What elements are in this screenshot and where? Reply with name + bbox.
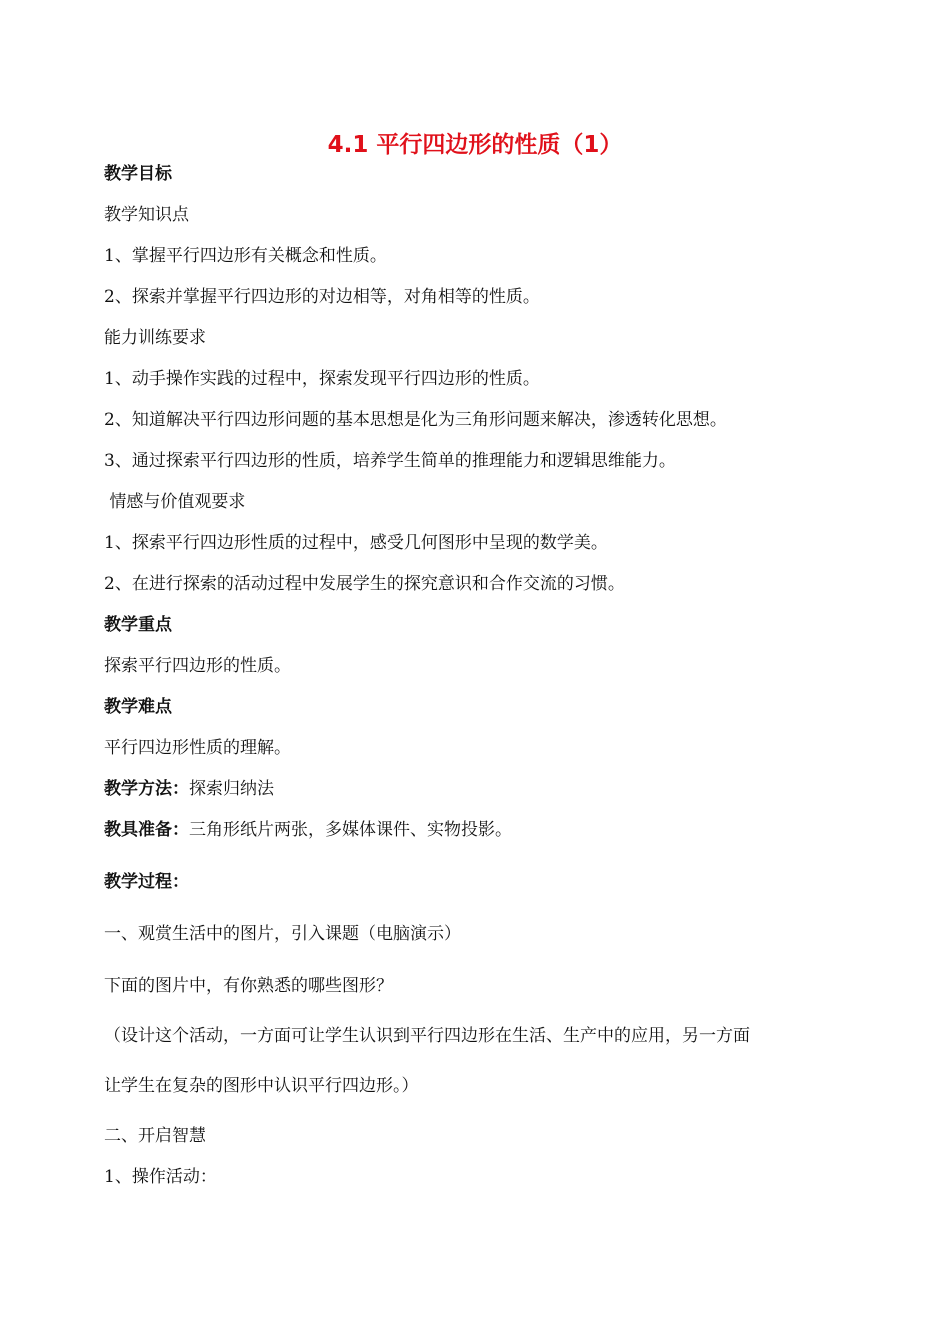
process-step-1: 一、观赏生活中的图片，引入课题（电脑演示） [104,924,461,944]
ability-item-1: 1、动手操作实践的过程中，探索发现平行四边形的性质。 [104,369,540,389]
teaching-tools-label: 教具准备： [104,820,189,840]
ability-item-3: 3、通过探索平行四边形的性质，培养学生简单的推理能力和逻辑思维能力。 [104,451,676,471]
ability-item-2: 2、知道解决平行四边形问题的基本思想是化为三角形问题来解决，渗透转化思想。 [104,410,727,430]
teaching-method-value: 探索归纳法 [189,779,274,799]
process-activity: 1、操作活动： [104,1167,217,1187]
knowledge-item-1: 1、掌握平行四边形有关概念和性质。 [104,246,387,266]
process-question: 下面的图片中，有你熟悉的哪些图形？ [104,976,393,996]
process-step-2: 二、开启智慧 [104,1126,206,1146]
teaching-tools-value: 三角形纸片两张，多媒体课件、实物投影。 [189,820,512,840]
subheading-knowledge-points: 教学知识点 [104,205,189,225]
teaching-method-line [104,778,274,800]
document-title: 4.1 平行四边形的性质（1） [327,132,623,158]
teaching-tools-line [104,819,512,841]
key-points-text: 探索平行四边形的性质。 [104,656,291,676]
heading-teaching-process: 教学过程： [104,872,189,892]
process-design-note-line-2: 让学生在复杂的图形中认识平行四边形。） [104,1076,419,1096]
knowledge-item-2: 2、探索并掌握平行四边形的对边相等，对角相等的性质。 [104,287,540,307]
difficult-points-text: 平行四边形性质的理解。 [104,738,291,758]
heading-difficult-points: 教学难点 [104,697,172,717]
teaching-method-label: 教学方法： [104,779,189,799]
heading-key-points: 教学重点 [104,615,172,635]
emotion-item-1: 1、探索平行四边形性质的过程中，感受几何图形中呈现的数学美。 [104,533,608,553]
emotion-item-2: 2、在进行探索的活动过程中发展学生的探究意识和合作交流的习惯。 [104,574,625,594]
heading-teaching-goals: 教学目标 [104,164,172,184]
subheading-ability-requirements: 能力训练要求 [104,328,206,348]
subheading-emotion-values: 情感与价值观要求 [104,492,246,512]
process-design-note-line-1: （设计这个活动，一方面可让学生认识到平行四边形在生活、生产中的应用，另一方面 [104,1026,750,1046]
